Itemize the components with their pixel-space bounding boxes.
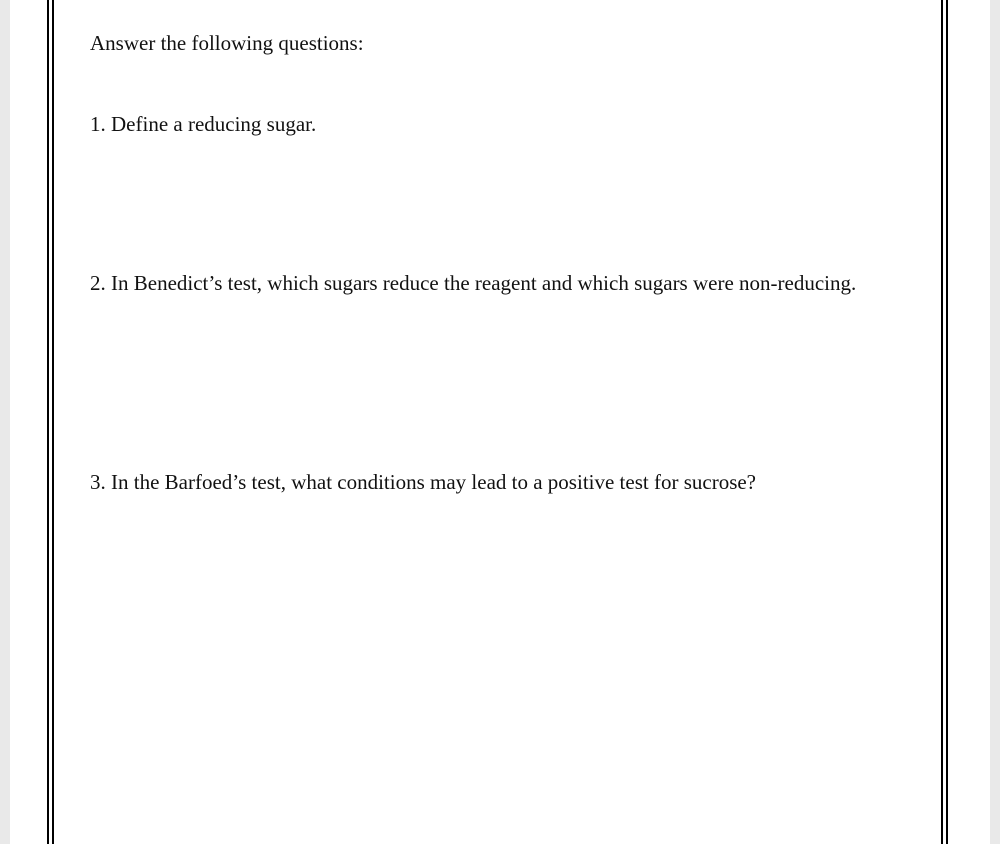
question-1: 1. Define a reducing sugar. [90, 112, 317, 136]
question-2: 2. In Benedict’s test, which sugars reduce the reagent and which sugars were non-reducing. [90, 271, 857, 295]
left-border-inner [52, 0, 54, 844]
left-border-outer [47, 0, 49, 844]
instructions-heading: Answer the following questions: [90, 31, 364, 55]
right-border-outer [946, 0, 948, 844]
right-border-inner [941, 0, 943, 844]
question-3: 3. In the Barfoed’s test, what conditions may lead to a positive test for sucrose? [90, 470, 757, 494]
